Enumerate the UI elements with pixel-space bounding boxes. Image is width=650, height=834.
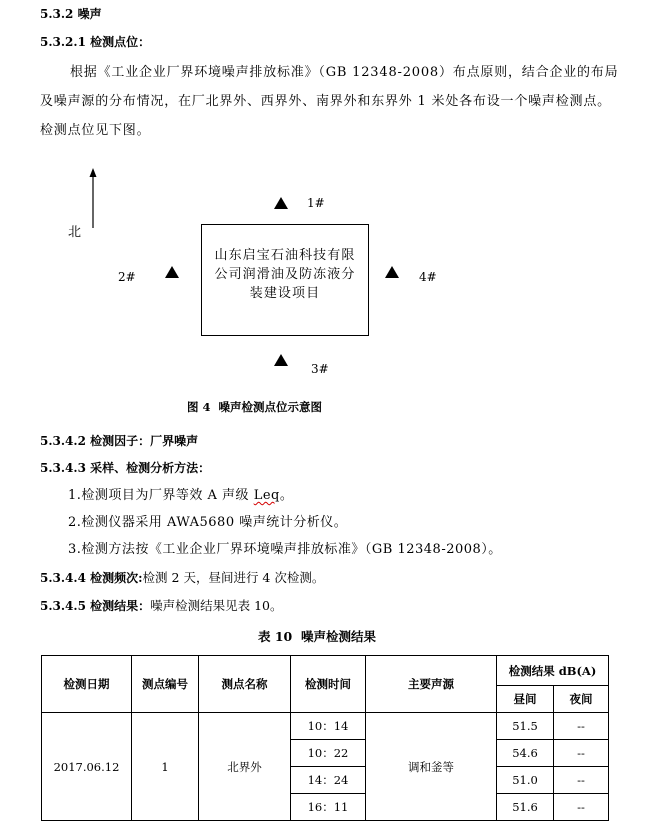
- cell-time: 10：14: [291, 713, 366, 740]
- header-point-name: 测点名称: [199, 656, 291, 713]
- header-day: 昼间: [497, 686, 554, 713]
- north-label: 北: [68, 225, 82, 240]
- point-label-4: 4#: [419, 270, 437, 284]
- triangle-marker-icon: [274, 197, 288, 209]
- intro-paragraph-line: 及噪声源的分布情况，在厂北界外、西界外、南界外和东界外 1 米处各布设一个噪声检测点。: [40, 94, 611, 109]
- method-item-2: 2.检测仪器采用 AWA5680 噪声统计分析仪。: [68, 515, 348, 530]
- method-item-3: 3.检测方法按《工业企业厂界环境噪声排放标准》（GB 12348-2008）。: [68, 542, 502, 557]
- cell-night: --: [554, 794, 609, 821]
- point-label-1: 1#: [307, 196, 325, 210]
- point-label-3: 3#: [311, 362, 329, 376]
- triangle-marker-icon: [165, 266, 179, 278]
- site-label-line: 山东启宝石油科技有限: [214, 248, 356, 263]
- header-point-no: 测点编号: [132, 656, 199, 713]
- section-heading: 5.3.2 噪声: [40, 7, 102, 21]
- cell-source: 调和釜等: [366, 713, 497, 821]
- cell-time: 16：11: [291, 794, 366, 821]
- frequency-label: 5.3.4.4 检测频次:: [40, 571, 143, 585]
- table-caption: 表 10 噪声检测结果: [258, 629, 376, 644]
- table-row: [42, 713, 609, 740]
- result-text: 噪声检测结果见表 10。: [150, 598, 283, 613]
- site-label-line: 装建设项目: [249, 286, 321, 301]
- leq-term: Leq: [253, 488, 280, 503]
- triangle-marker-icon: [385, 266, 399, 278]
- frequency-text: 检测 2 天，昼间进行 4 次检测。: [142, 570, 325, 585]
- result-label: 5.3.4.5 检测结果：: [40, 599, 151, 613]
- method-heading: 5.3.4.3 采样、检测分析方法：: [40, 461, 211, 475]
- result-line: [40, 598, 283, 614]
- cell-day: 51.5: [497, 713, 554, 740]
- cell-day: 54.6: [497, 740, 554, 767]
- site-label-line: 公司润滑油及防冻液分: [214, 267, 356, 282]
- method-item-1-text: 1.检测项目为厂界等效 A 声级: [68, 488, 254, 503]
- frequency-line: [40, 570, 324, 586]
- plant-site-box: [201, 224, 369, 336]
- method-item-1-end: 。: [279, 488, 294, 503]
- header-date: 检测日期: [42, 656, 132, 713]
- cell-time: 14：24: [291, 767, 366, 794]
- cell-night: --: [554, 713, 609, 740]
- cell-date: 2017.06.12: [42, 713, 132, 821]
- cell-point-no: 1: [132, 713, 199, 821]
- cell-day: 51.0: [497, 767, 554, 794]
- north-arrow-icon: [86, 168, 100, 230]
- noise-results-table: [41, 655, 609, 821]
- cell-time: 10：22: [291, 740, 366, 767]
- header-time: 检测时间: [291, 656, 366, 713]
- point-label-2: 2#: [118, 270, 136, 284]
- cell-night: --: [554, 767, 609, 794]
- header-result: 检测结果 dB(A): [497, 656, 609, 686]
- cell-day: 51.6: [497, 794, 554, 821]
- intro-paragraph-line: 检测点位见下图。: [40, 123, 151, 138]
- cell-point-name: 北界外: [199, 713, 291, 821]
- header-night: 夜间: [554, 686, 609, 713]
- header-source: 主要声源: [366, 656, 497, 713]
- table-header-row: [42, 656, 609, 686]
- triangle-marker-icon: [274, 354, 288, 366]
- intro-paragraph-line: 根据《工业企业厂界环境噪声排放标准》（GB 12348-2008）布点原则，结合企业的布局: [70, 65, 619, 80]
- monitoring-points-heading: 5.3.2.1 检测点位：: [40, 35, 151, 49]
- figure-caption: 图 4 噪声检测点位示意图: [187, 400, 323, 414]
- factor-heading: 5.3.4.2 检测因子：厂界噪声: [40, 434, 199, 448]
- cell-night: --: [554, 740, 609, 767]
- method-item-1: [68, 488, 293, 504]
